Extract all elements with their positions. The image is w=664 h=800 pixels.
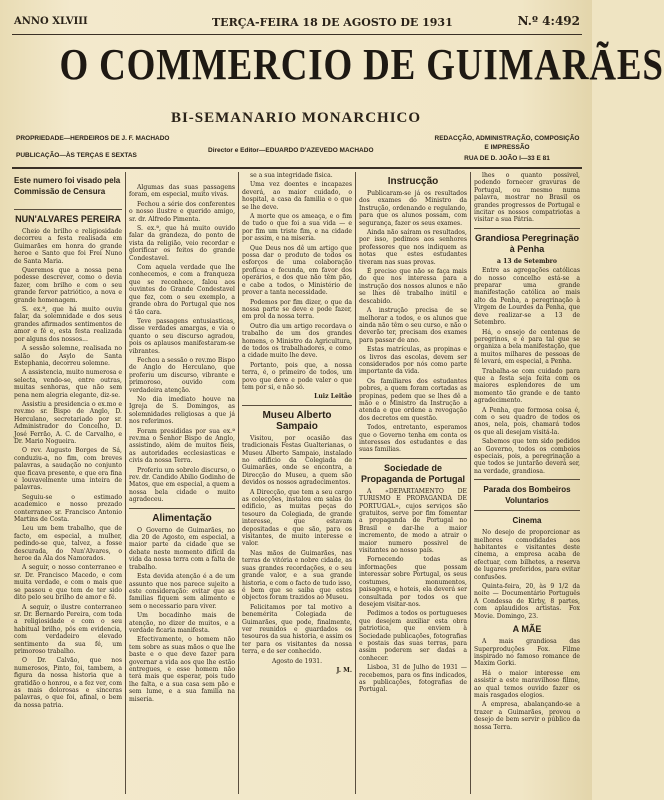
column-divider: [355, 172, 356, 794]
article-paragraph: Foram presididas por sua ex.ª rev.ma o Senhor Bispo de Anglo, assistindo, além de muitos fieis, as autoridades ecclesiasticas e civis da nossa Terra.: [129, 427, 235, 465]
article-date: Agosto de 1931.: [271, 657, 323, 665]
section-rule: [474, 510, 580, 511]
article-paragraph: A «DEPARTAMENTO DE TURISMO E PROPAGANDA DE PORTUGAL», cujos serviços são gratuitos, serve por fim fomentar a propaganda de Portugal no Brasil e dar-lhe a maior incremento, de modo a atrair o maior numero possivel de visitantes ao nosso país.: [359, 487, 467, 555]
article-paragraph: Estas matrículas, as propinas e os livros das escolas, devem ser considerados por nós como parte importante da vida.: [359, 346, 467, 376]
article-dateline: a 13 de Setembro: [497, 257, 557, 265]
article-paragraph: A Penha, que formosa coisa é, com o seu quadro de todos os anos, nela, pois, chamará todos os que ali desejam visitá-la.: [474, 406, 580, 436]
article-title-bombeiros: Parada dos Bombeiros Voluntarios: [483, 485, 571, 506]
article-paragraph: Seguiu-se o estimado academico e nosso prezado conterraneo sr. Francisco Antonio Martins de Costa.: [14, 493, 122, 524]
article-paragraph: Felicitamos por tal motivo a benemérita Colegiada de Guimarães, que pode, finalmente, ver reunidos e guardados os tesouros da sua historia, e assim os ter para os visitantes da nossa terra, e de ser conhecido.: [242, 603, 352, 656]
article-title-museu: Museu Alberto Sampaio: [262, 409, 332, 432]
article-paragraph: A empresa, abalançando-se a trazer a Guimarães, provou o desejo de bem servir o público da nossa Terra.: [474, 701, 580, 731]
article-paragraph: Os familiares dos estudantes pobres, a quem foram cortadas as propinas, pedem que se lhes dê a mão e o Ministro da Instrução a atenda e que ordene a revogação dos decretos em questão.: [359, 377, 467, 422]
article-paragraph: Algumas das suas passagens foram, em especial, muito vivas.: [129, 184, 235, 199]
issue-year: ANNO XLVIII: [14, 16, 88, 27]
masthead-rule-top: [12, 34, 582, 35]
section-rule: [359, 458, 467, 459]
article-title-nunalvares: NUN'ALVARES PEREIRA: [15, 214, 121, 224]
article-paragraph: Quinta-feira, 20, às 9 1/2 da noite — Documentário Português A Condessa de Kirby, 8 partes, com aplaudidos artistas. Fox Movie. Domingo, 23.: [474, 583, 580, 620]
column-divider: [125, 172, 126, 794]
article-paragraph: Lisboa, 31 de Julho de 1931 — recebemos, para os fins indicados, as publicações, fotografias de Portugal.: [359, 664, 467, 694]
column-1: [14, 172, 122, 794]
article-paragraph: Há, o ensejo de centenas de peregrinos, e é para tal que se organiza a bela manifestação, que a muitos milhares de pessoas de fé levará, em especial, a Penha.: [474, 328, 580, 366]
article-title-instrucao: Instrucção: [387, 176, 439, 187]
article-paragraph: É preciso que não se faça mais do que nos interessa para a instrução dos nossos alunos e não se lhes dê trabalho inútil e descabido.: [359, 268, 467, 305]
article-paragraph: Todos, entretanto, esperamos que o Governo tenha em conta os interesses dos estudantes e das suas familias.: [359, 424, 467, 454]
article-title-sociedade: Sociedade de Propaganda de Portugal: [360, 462, 465, 484]
article-paragraph: Teve passagens entusiasticas, disse verdades amargas, e via o quanto o seu discurso agradou, pois os aplausos manifestaram-se vibrantes.: [129, 317, 235, 355]
article-paragraph: Esta devida atenção é a de um assunto que nos parece sujeito a este consideração: evitar que as familias fiquem sem alimento e sem o necessario para viver.: [129, 573, 235, 610]
article-paragraph: Entre as agregações católicas do nosso concelho está-se a preparar uma grande manifestação católica ao mais alto da Penha, a peregrinação à Virgem de Lourdes da Penha, que deve realizar-se a 13 de Setembro.: [474, 267, 580, 327]
column-divider: [470, 172, 471, 794]
article-paragraph: Ainda não saíram os resultados, por isso, pedimos aos senhores professores que nos indiquem as notas que estes estudantes tiveram nas suas provas.: [359, 229, 467, 266]
article-paragraph: Podemos por fim dizer, o que da nossa parte se deve e pode fazer, em prol da nossa terra.: [242, 298, 352, 321]
article-paragraph: O Dr. Calvão, que nos numerosos, Pinto, foi, tambem, a figura da nossa historia que a gratidão o honrou, e a fez ver, com as mais dolorosas e sinceras palavras, o que foi, afinal, o bem da nossa patria.: [14, 657, 122, 709]
article-paragraph: Visitou, por ocasião das tradicionais Festas Gualterianas, o Museu Alberto Sampaio, instalado no edificio da Colegiada de Guimarães, onde se encontra, a Direcção do Museu, a quem são devidos os nossos agradecimentos.: [242, 434, 352, 487]
article-paragraph: Queremos que a nossa pena podesse descrever, como o devia fazer, com brilho e com o seu grande fervor patriótico, a nova e grande homenagem.: [14, 267, 122, 304]
article-paragraph: A instrução precisa de se melhorar a todos, e os alunos que ainda não têm o seu curso, e não o deverão ter, precisam dos exames para passar de ano.: [359, 307, 467, 344]
column-divider: [238, 172, 239, 794]
article-title-alimentacao: Alimentação: [152, 512, 212, 524]
section-rule: [14, 209, 122, 210]
redaction-line: REDACÇÃO, ADMINISTRAÇÃO, COMPOSIÇÃO E IMPRESSÃO: [434, 135, 580, 151]
publication-line: PUBLICAÇÃO—ÀS TERÇAS E SEXTAS: [16, 152, 137, 159]
article-paragraph: Assistiu a presidencia o ex.mo e rev.mo sr. Bispo de Anglo, D. Herculano, secretariado por sr. Administrador do Concelho, D. José Ferrão, A. C. de Carvalho, e Dr. Mario Nogueira.: [14, 400, 122, 445]
article-paragraph: No dia imediato houve na Igreja de S. Domingos, as solemnidades religiosas a que já nos referimos.: [129, 395, 235, 426]
article-paragraph: Cheio de brilho e religiosidade decorreu a festa realisada em Guimarães em honra do grande heroe e Santo que foi Frei Nuno de Santa Maria.: [14, 228, 122, 265]
article-paragraph: Fechou a sessão o rev.mo Bispo de Anglo do Herculano, que proferiu um discurso, vibrante e primoroso, ouvido com verdadeira atenção.: [129, 356, 235, 394]
article-paragraph: lhes o quanto possivel, podendo fornecer gravuras de Portugal, ou mesmo numa palavra, mostrar no Brasil os grandes progressos de Portugal e incitar os nossos compatriotas a visitar a sua Pátria.: [474, 172, 580, 224]
article-paragraph: Portanto, pois que, a nossa terra, é, o primeiro de todos, um povo que deve e pode valer o que tem por si, e não só.: [242, 361, 352, 391]
article-paragraph: Nas mãos de Guimarães, nas terras de vitória e nobre cidade, as suas grandes recordações, e o seu grande valor, e a sua grande historia, e com o facto de tudo isso, é bem que se saiba que estes objectos foram trazidos ao Museu.: [242, 549, 352, 602]
article-paragraph: Um bocadinho mais de atenção, no dizer de muitos, e a verdade ficaria manifesta.: [129, 612, 235, 634]
section-rule: [242, 405, 352, 406]
column-3: [242, 172, 352, 794]
address-line: RUA DE D. JOÃO I—33 E 81: [464, 155, 550, 162]
article-paragraph: Outro dia um artigo recordava o trabalho de um dos grandes homens, o Ministro da Agricultura, de todos os trabalhadores, e como a cidade muito lhe deve.: [242, 322, 352, 360]
issue-number: N.º 4:492: [517, 14, 580, 28]
article-paragraph: O rev. Augusto Borges de Sá, conduziu-a, no fim, com breves palavras, a saudação no conjunto que ficava presente, e que era fina e louvavelmente uma inteira de palavras.: [14, 447, 122, 492]
article-paragraph: A seguir, o ilustre conterraneo sr. Dr. Bernardo Pereira, com toda a religiosidade e com o seu habitual brilho, pôs em evidencia, com verdadeiro elevado sentimento da sua fé, um primoroso trabalho.: [14, 603, 122, 655]
article-signature: Luiz Leitão: [314, 393, 352, 401]
article-paragraph: S. ex.ª, que há muito ouviu falar, da solemnidade e dos seus grandes afirmados sentimentos de amor e fé e, esta festa realizada por alguns dos nossos...: [14, 306, 122, 343]
article-paragraph: Fechou a série dos conferentes o nosso ilustre e querido amigo, sr. dr. Alfredo Pimenta.: [129, 200, 235, 223]
newspaper-subtitle: BI-SEMANARIO MONARCHICO: [170, 110, 422, 126]
article-title-peregrinacao: Grandiosa Peregrinação à Penha: [474, 232, 580, 254]
article-paragraph: Fornecendo todas as informações que possam interessar sobre Portugal, os seus costumes, monumentos, paisagens, e hoteis, ela deverá ser consultada por todos os que desejem visitar-nos.: [359, 556, 467, 608]
article-paragraph: Efectivamente, o homem não tem sobre as suas mãos o que lhe baste e o que deve fazer para governar a vida aos que lhe estão entregues, e esse homem não terá mais que esperar, pois tudo lhe falta, e a sua casa sem pão e sem lume, e a sua familia na miseria.: [129, 636, 235, 703]
censorship-notice: Este numero foi visado pela Commissão de Censura: [14, 176, 121, 196]
masthead-rule-bottom: [12, 167, 582, 169]
article-paragraph: O Governo de Guimarães, no dia 20 de Agosto, em especial, a maior parte da cidade que se debate neste momento difícil da vida da nossa terra com a falta de trabalho.: [129, 526, 235, 571]
column-2: [129, 184, 235, 794]
article-paragraph: S. ex.ª, que há muito ouvido falar da grandeza, do ponto de vista da religião, veio recordar e glorificar os feitos do grande Condestavel.: [129, 225, 235, 262]
article-paragraph: Proferiu um sobrelo discurso, o rev. dr. Candido Abilio Godinho de Matos, que em especial, a quem a nossa bela cidade o muito agradeceu.: [129, 466, 235, 504]
article-paragraph: A morte que os ameaça, e o fim de tudo o que foi a sua vida — e por fim um triste fim, e na cidade por assim, e na miseria.: [242, 213, 352, 243]
article-paragraph: Há o maior interesse em assistir a este maravilhoso filme, ao qual temos ouvido fazer os mais rasgados elogios.: [474, 669, 580, 699]
article-paragraph: Com aquela verdade que lhe conhecemos, e com a franqueza que se reconhece, falou aos ouvintes do Grande Condestavel que fez, com o seu exemplo, a grande obra do Portugal que nos é tão cara.: [129, 264, 235, 316]
article-paragraph: A sessão solemne, realisada no salão do Asylo de Santa Estephania, decorreu solemne.: [14, 345, 122, 367]
article-paragraph: A assistencia, muito numerosa e selecta, vendo-se, entre outras, muitas senhoras, que não sem pena nem alegria elegante, diz-se.: [14, 369, 122, 399]
article-paragraph: Trabalha-se com cuidado para que a festa seja feita com os maiores esplendores de um momento tão grande e de tanto agradecimento.: [474, 367, 580, 405]
proprietor-line: PROPRIEDADE—HERDEIROS DE J. F. MACHADO: [16, 135, 170, 142]
article-paragraph: A seguir, o nosso conterraneo e sr. Dr. Francisco Macedo, e com muita verdade, e com o mais que se passou e que tem de ter sido dito pelo seu brilho de amor e fé.: [14, 564, 122, 602]
article-paragraph: Uma vez doentes e incapazes deverá, ao maior cuidado, o hospital, a casa da familia e o que se lhe deve.: [242, 181, 352, 211]
article-paragraph: A Direcção, que tem a seu cargo as colecções, instalou em salas do edificio, as muitas peças do tesouro da Colegiada, de grande interesse, que estavam depositadas e que são, para os visitantes, de muito interesse e valor.: [242, 488, 352, 548]
masthead-topline: [14, 12, 580, 30]
director-line: Director e Editor—EDUARDO D'AZEVEDO MACHADO: [208, 147, 374, 154]
article-paragraph: Publicaram-se já os resultados dos exames do Ministro da Instrução, ordenando e regulando, para que os alunos possam, com segurança, fazer os seus exames.: [359, 190, 467, 227]
section-rule: [474, 228, 580, 229]
article-paragraph: Que Deus nos dê um artigo que possa dar o produto de todos os esforços de uma colaboração profícua e fecunda, em favor dos operários, e dos que não têm pão, e cabe a todos, o Ministério de prover a tanta necessidade.: [242, 244, 352, 297]
film-title: A MÃE: [512, 624, 542, 635]
article-paragraph: No desejo de proporcionar as melhores comodidades aos habitantes e visitantes deste cinema, a empresa acaba de efectuar, com bilhetes, a reserva de lugares preferidos, para evitar confusões.: [474, 529, 580, 581]
column-4: [359, 172, 467, 794]
article-paragraph: Sabemos que tem sido pedidos ao Governo, todos os comboios especiais, pois, a peregrinação a que todos se juntarão deverá ser, na verdade, grandiosa.: [474, 438, 580, 475]
article-paragraph: se a sua integridade fisica.: [250, 172, 333, 179]
column-5: [474, 172, 580, 794]
issue-date: TERÇA-FEIRA 18 DE AGOSTO DE 1931: [212, 16, 453, 29]
section-rule: [474, 479, 580, 480]
article-paragraph: Leu um bem trabalho, que de facto, em especial, a mulher, pedindo-se que, talvez, a fosse descurada, do Nun'Alvares, o heroe da Ala dos Namorados.: [14, 525, 122, 563]
newspaper-title: O COMMERCIO DE GUIMARÃES: [59, 40, 664, 89]
article-paragraph: A mais grandiosa das Superproduções Fox. Filme inspirado no famoso romance de Maxim Gorki.: [474, 638, 580, 668]
article-title-cinema: Cinema: [512, 516, 542, 526]
article-paragraph: Pedimos a todos os portugueses que desejem auxiliar esta obra patriotica, que enviem à Sociedade publicações, fotografias e postais das suas terras, para assim poderem ser dadas a conhecer.: [359, 610, 467, 662]
article-signature: J. M.: [336, 666, 352, 674]
section-rule: [129, 508, 235, 509]
